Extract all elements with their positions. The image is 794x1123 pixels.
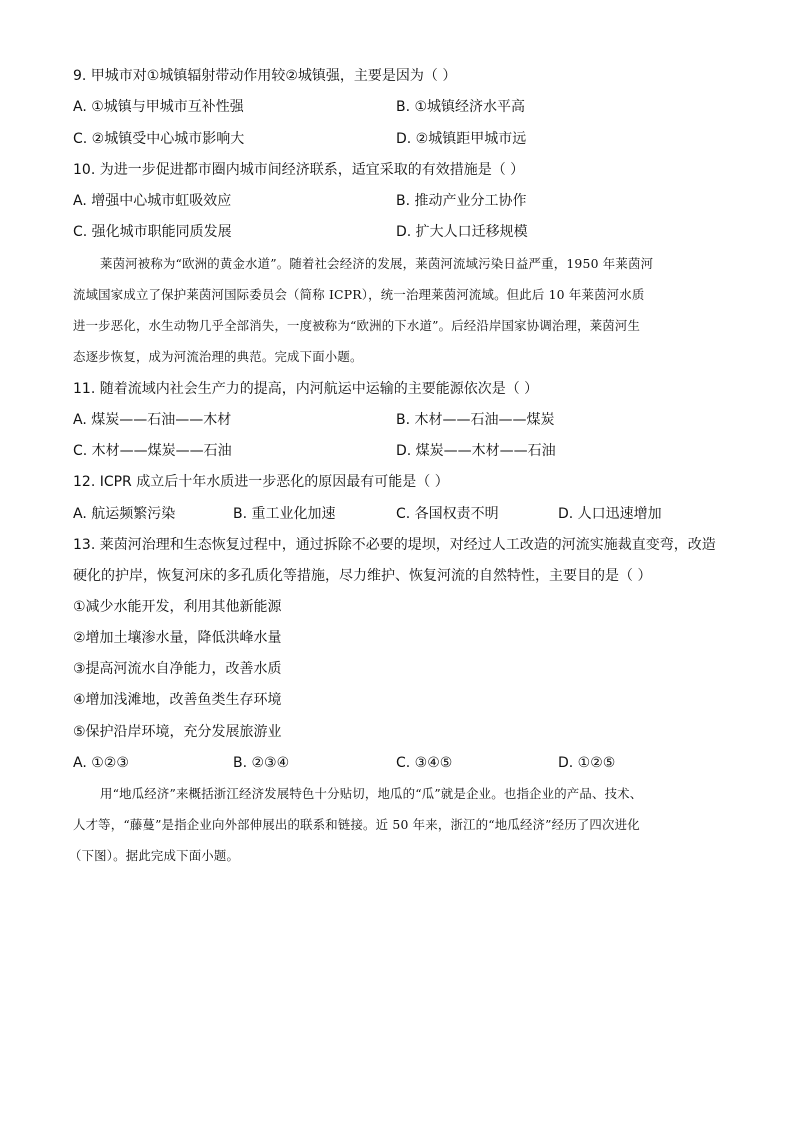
question-13-option-b: B. ②③④ [233,755,290,771]
question-9-option-b: B. ①城镇经济水平高 [396,99,526,115]
question-11-option-a: A. 煤炭——石油——木材 [73,412,232,428]
passage-rhine-line-4: 态逐步恢复，成为河流治理的典范。完成下面小题。 [73,349,363,364]
question-13-statement-3: ③提高河流水自净能力，改善水质 [73,661,282,677]
passage-sweet-potato-line-1: 用“地瓜经济”来概括浙江经济发展特色十分贴切，地瓜的“瓜”就是企业。也指企业的产品、技术、 [100,786,643,801]
passage-rhine-line-1: 莱茵河被称为“欧洲的黄金水道”。随着社会经济的发展，莱茵河流域污染日益严重，1950 年莱茵河 [100,256,654,271]
question-12-option-c: C. 各国权责不明 [396,506,499,522]
question-9-option-d: D. ②城镇距甲城市远 [396,131,527,147]
question-12-option-b: B. 重工业化加速 [233,506,336,522]
question-13-statement-2: ②增加土壤渗水量，降低洪峰水量 [73,630,282,646]
question-13-statement-4: ④增加浅滩地，改善鱼类生存环境 [73,692,282,708]
question-13-option-a: A. ①②③ [73,755,129,771]
question-11-option-c: C. 木材——煤炭——石油 [73,443,232,459]
passage-sweet-potato-line-2: 人才等，“藤蔓”是指企业向外部伸展出的联系和链接。近 50 年来，浙江的“地瓜经济”经历了四次进化 [73,817,640,832]
question-12-option-a: A. 航运频繁污染 [73,506,176,522]
question-13-stem-line-1: 13. 莱茵河治理和生态恢复过程中，通过拆除不必要的堤坝，对经过人工改造的河流实施裁直变弯，改造 [73,537,716,553]
question-12-stem: 12. ICPR 成立后十年水质进一步恶化的原因最有可能是（ ） [73,474,449,490]
question-10-option-d: D. 扩大人口迁移规模 [396,224,528,240]
question-13-statement-5: ⑤保护沿岸环境，充分发展旅游业 [73,724,282,740]
question-13-statement-1: ①减少水能开发，利用其他新能源 [73,599,282,615]
passage-sweet-potato-line-3: （下图）。据此完成下面小题。 [69,848,240,863]
passage-rhine-line-3: 进一步恶化，水生动物几乎全部消失，一度被称为“欧洲的下水道”。后经沿岸国家协调治理，莱茵河生 [73,318,641,333]
question-13-stem-line-2: 硬化的护岸，恢复河床的多孔质化等措施，尽力维护、恢复河流的自然特性，主要目的是（ ） [73,568,652,584]
question-11-option-d: D. 煤炭——木材——石油 [396,443,556,459]
question-10-option-b: B. 推动产业分工协作 [396,193,527,209]
question-11-stem: 11. 随着流域内社会生产力的提高，内河航运中运输的主要能源依次是（ ） [73,381,539,397]
question-9-option-a: A. ①城镇与甲城市互补性强 [73,99,244,115]
question-9-option-c: C. ②城镇受中心城市影响大 [73,131,245,147]
question-10-stem: 10. 为进一步促进都市圈内城市间经济联系，适宜采取的有效措施是（ ） [73,162,525,178]
question-13-option-d: D. ①②⑤ [558,755,616,771]
passage-rhine-line-2: 流域国家成立了保护莱茵河国际委员会（简称 ICPR），统一治理莱茵河流域。但此后 10 年莱茵河水质 [73,287,645,302]
question-11-option-b: B. 木材——石油——煤炭 [396,412,555,428]
question-10-option-a: A. 增强中心城市虹吸效应 [73,193,232,209]
question-9-stem: 9. 甲城市对①城镇辐射带动作用较②城镇强，主要是因为（ ） [73,68,457,84]
question-12-option-d: D. 人口迅速增加 [558,506,662,522]
question-13-option-c: C. ③④⑤ [396,755,453,771]
question-10-option-c: C. 强化城市职能同质发展 [73,224,232,240]
